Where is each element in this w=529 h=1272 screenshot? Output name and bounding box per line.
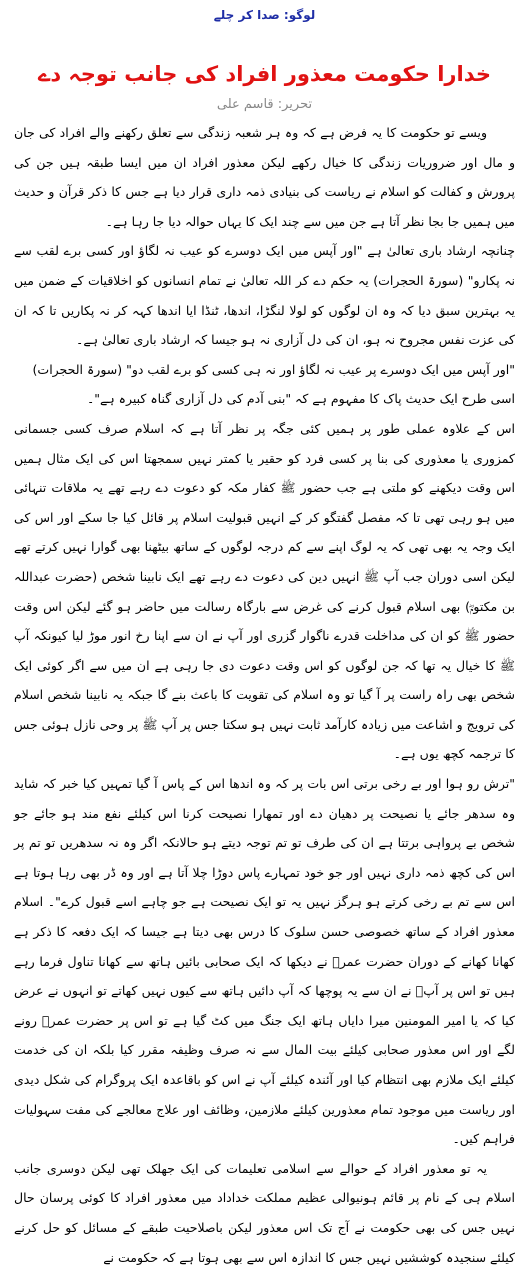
paragraph-hadith: اسی طرح ایک حدیث پاک کا مفہوم ہے کہ "بنی آدم کی دل آزاری گناہ کبیرہ ہے"۔ <box>86 391 515 407</box>
paragraph-conclusion: یہ تو معذور افراد کے حوالے سے اسلامی تعلیمات کی ایک جھلک تھی لیکن دوسری جانب اسلام ہی کے نام پر قائم ہونیوالی عظیم مملکت خداداد میں معذور افراد کا کوئی پرسان حال نہیں جس کی بھی حکومت نے آج تک اس معذور لیکن باصلاحیت طبقے کے مسائل کو حل کرنے کیلئے سنجیدہ کوششیں نہیں جس کا اندازہ اس سے بھی ہوتا ہے کہ حکومت نے <box>14 1160 515 1265</box>
article-body <box>14 118 515 1272</box>
paragraph-quran-1: چنانچہ ارشاد باری تعالیٰ ہے "اور آپس میں ایک دوسرے کو عیب نہ لگاؤ اور کسی برے لقب سے نہ پکارو" (سورۃ الحجرات) یہ حکم دے کر اللہ تعالیٰ نے تمام انسانوں کو اخلاقیات کے ضمن میں یہ بہترین سبق دیا کہ وہ ان لوگوں کو لولا لنگڑا، اندھا، ٹنڈا ایا اندھا کہہ کر نہ پکاریں تا کہ ان کی عزت نفس مجروح نہ ہو، ان کی دل آزاری نہ ہو جیسا کہ ارشاد باری تعالیٰ ہے۔ <box>14 243 515 348</box>
article-kicker: لوگو: صدا کر چلے <box>213 8 316 22</box>
article-byline: تحریر: قاسم علی <box>216 97 313 112</box>
paragraph-quote-1: "اور آپس میں ایک دوسرے پر عیب نہ لگاؤ اور نہ ہی کسی کو برے لقب دو" (سورۃ الحجرات) <box>32 361 515 377</box>
paragraph-translation: "ترش رو ہوا اور بے رخی برتی اس بات پر کہ وہ اندھا اس کے پاس آ گیا تمہیں کیا خبر کہ شاید وہ سدھر جائے یا نصیحت پر دھیان دے اور تمھارا نصیحت کرنا اس کیلئے نفع مند ہو جائے جو شخص بے پرواہی برتتا ہے ان کی طرف تو تم توجہ دیتے ہو حالانکہ اگر وہ نہ سدھریں تو تم پر اس کی کچھ ذمہ داری نہیں اور جو خود تمہارے پاس دوڑا چلا آتا ہے اور وہ ڈر بھی رہا ہوتا ہے اس سے تم بے رخی کرتے ہو ہرگز نہیں یہ تو ایک نصیحت ہے جو چاہے اسے قبول کرے"۔ اسلام معذور افراد کے ساتھ خصوصی حسن سلوک کا درس بھی دیتا ہے جیسا کہ ایک دفعہ کا ذکر ہے کھانا کھانے کے دوران حضرت عمرؓ نے دیکھا کہ ایک صحابی بائیں ہاتھ سے کھانا تناول فرما رہے ہیں تو اس پر آپؓ نے ان سے یہ پوچھا کہ آپ دائیں ہاتھ سے کیوں نہیں کھاتے تو انہوں نے عرض کیا کہ یا امیر المومنین میرا دایاں ہاتھ ایک جنگ میں کٹ گیا ہے تو اس پر حضرت عمرؓ رونے لگے اور اس معذور صحابی کیلئے بیت المال سے نہ صرف وظیفہ مقرر کیا بلکہ ان کی خدمت کیلئے ایک ملازم بھی انتظام کیا اور آئندہ کیلئے آپ نے اس کو باقاعدہ ایک پروگرام کی شکل دیدی اور ریاست میں موجود تمام معذورین کیلئے ملازمین، وظائف اور علاج معالجے کی مفت سہولیات فراہم کیں۔ <box>14 776 515 1147</box>
paragraph-history: اس کے علاوہ عملی طور پر ہمیں کئی جگہ پر نظر آتا ہے کہ اسلام صرف کسی جسمانی کمزوری یا معذوری کی بنا پر کسی فرد کو حقیر یا کمتر نہیں سمجھتا اس کی ایک مثال ہمیں اس وقت دیکھنے کو ملتی ہے جب حضور ﷺ کفار مکہ کو دعوت دے رہے تھے یہ ملاقات تنہائی میں ہو رہی تھی تا کہ مفصل گفتگو کر کے انہیں قبولیت اسلام پر قائل کیا جا سکے اور اس کی ایک وجہ یہ بھی تھی کہ یہ لوگ اپنے سے کم درجہ لوگوں کے ساتھ بیٹھنا بھی گوارا نہیں کرتے تھے لیکن اسی دوران جب آپ ﷺ انہیں دین کی دعوت دے رہے تھے ایک نابینا شخص (حضرت عبداللہ بن مکتومؓ) بھی اسلام قبول کرنے کی غرض سے بارگاہ رسالت میں حاضر ہو گئے لیکن اس وقت حضور ﷺ کو ان کی مداخلت قدرے ناگوار گزری اور آپ نے ان سے اپنا رخ انور موڑ لیا کیونکہ آپ ﷺ کا خیال یہ تھا کہ جن لوگوں کو اس وقت دعوت دی جا رہی ہے ان میں سے اگر کوئی ایک شخص بھی راہ راست پر آ گیا تو وہ اسلام کی تقویت کا باعث بنے گا جبکہ یہ نابینا شخص اسلام کی ترویج و اشاعت میں زیادہ کارآمد ثابت نہیں ہو سکتا جس پر آپ ﷺ پر وحی نازل ہوئی جس کا ترجمہ کچھ یوں ہے۔ <box>14 420 515 762</box>
paragraph-intro: ویسے تو حکومت کا یہ فرض ہے کہ وہ ہر شعبہ زندگی سے تعلق رکھنے والے افراد کی جان و مال اور ضروریات زندگی کا خیال رکھے لیکن معذور افراد ان میں ایسا طبقہ ہیں جن کی پرورش و کفالت کو اسلام نے ریاست کی بنیادی ذمہ داری قرار دیا ہے جس کا ذکر قرآن و حدیث میں ہمیں جا بجا نظر آتا ہے جن میں سے چند ایک کا یہاں حوالہ دیا جا رہا ہے۔ <box>14 125 515 229</box>
article-title: خدارا حکومت معذور افراد کی جانب توجہ دے <box>38 62 491 86</box>
